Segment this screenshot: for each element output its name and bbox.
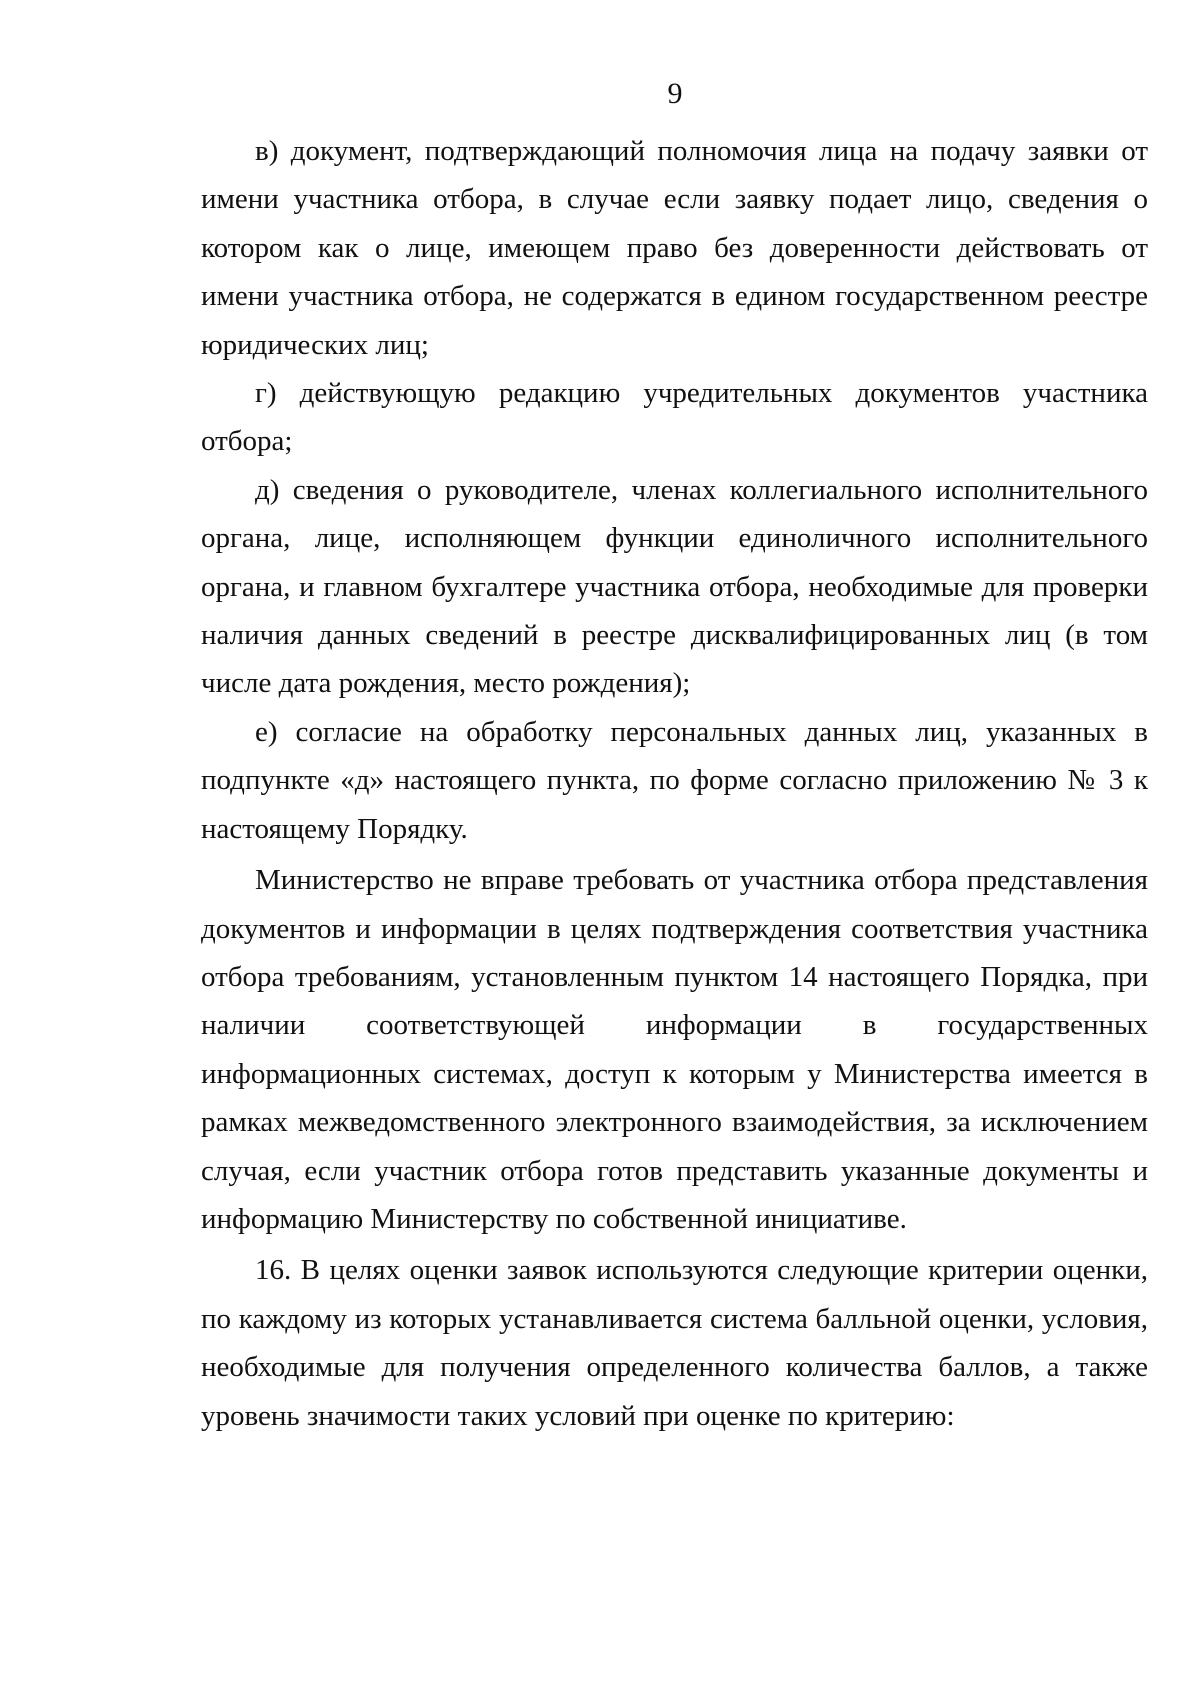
paragraph-item-d: д) сведения о руководителе, членах коллегиального исполнительного органа, лице, исполняющем функции единоличного исполнительного органа, и главном бухгалтере участника отбора, необходимые для проверки наличия данных сведений в реестре дисквалифицированных лиц (в том числе дата рождения, место рождения); [201, 473, 1148, 700]
page-number: 9 [667, 77, 683, 110]
paragraph-item-g: г) действующую редакцию учредительных документов участника отбора; [201, 377, 1148, 458]
paragraph-ministry: Министерство не вправе требовать от участника отбора представления документов и информации в целях подтверждения соответствия участника отбора требованиям, установленным пунктом 14 настоящего Порядка, при наличии соответствующей информации в государственных информационных системах, доступ к которым у Министерства имеется в рамках межведомственного электронного взаимодействия, за исключением случая, если участник отбора готов представить указанные документы и информацию Министерству по собственной инициативе. [201, 864, 1148, 1235]
document-body [201, 127, 1148, 1440]
paragraph-point-16: 16. В целях оценки заявок используются следующие критерии оценки, по каждому из которых устанавливается система балльной оценки, условия, необходимые для получения определенного количества баллов, а также уровень значимости таких условий при оценке по критерию: [201, 1254, 1148, 1432]
paragraph-item-e: е) согласие на обработку персональных данных лиц, указанных в подпункте «д» настоящего пункта, по форме согласно приложению № 3 к настоящему Порядку. [201, 715, 1148, 845]
paragraph-item-v: в) документ, подтверждающий полномочия лица на подачу заявки от имени участника отбора, в случае если заявку подает лицо, сведения о котором как о лице, имеющем право без доверенности действовать от имени участника отбора, не содержатся в едином государственном реестре юридических лиц; [201, 135, 1148, 361]
